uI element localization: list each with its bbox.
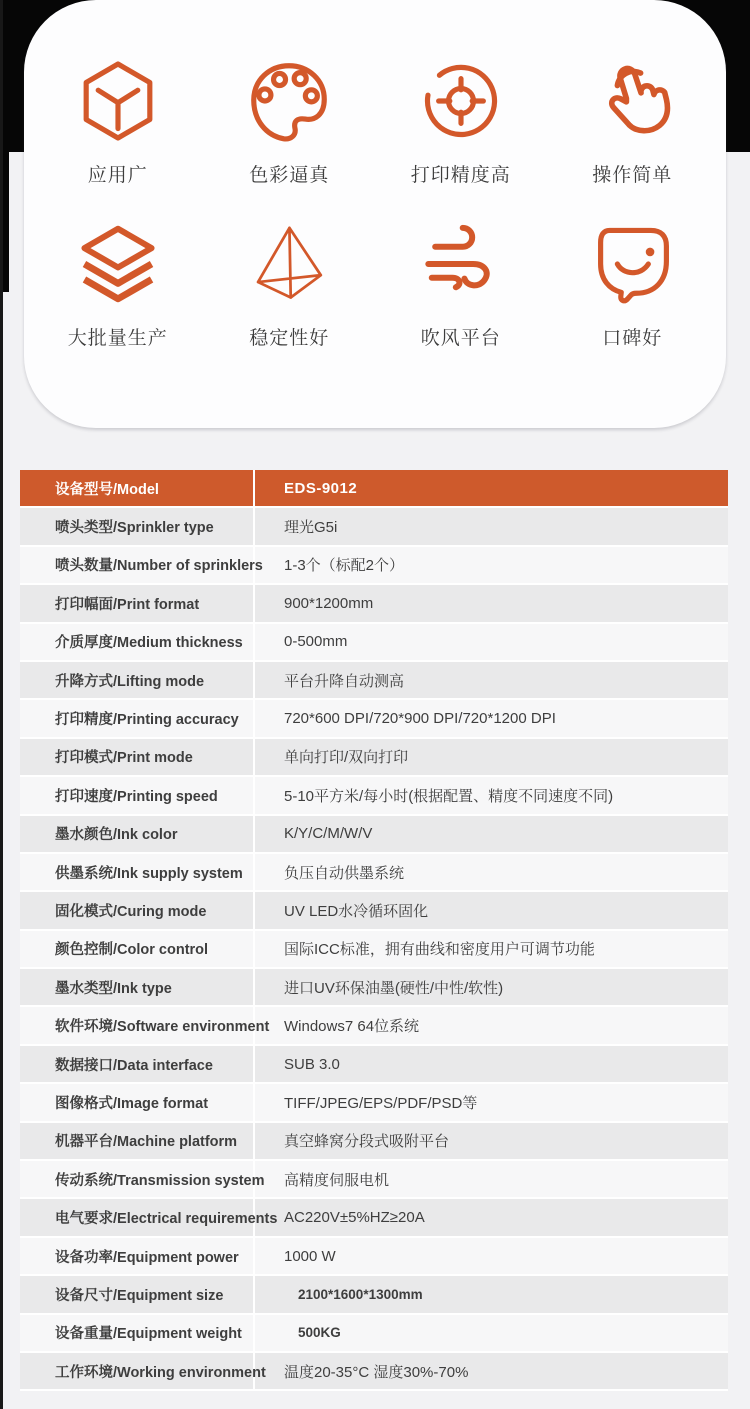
spec-row-label: 供墨系统/Ink supply system: [20, 854, 255, 890]
spec-row-value: Windows7 64位系统: [284, 1018, 420, 1036]
spec-row-value: 平台升降自动测高: [284, 672, 405, 690]
spec-row-value: UV LED水冷循环固化: [284, 902, 429, 920]
feature-cell: [32, 58, 204, 187]
spec-row-label: 设备重量/Equipment weight: [20, 1315, 255, 1351]
table-row: [20, 816, 728, 854]
spec-row-label: 图像格式/Image format: [20, 1084, 255, 1120]
feature-label: 操作简单: [592, 165, 673, 186]
left-edge-line: [0, 0, 3, 1409]
feature-label: 应用广: [87, 165, 148, 186]
spec-row-label: 软件环境/Software environment: [20, 1007, 255, 1043]
spec-row-value: 温度20-35°C 湿度30%-70%: [284, 1363, 469, 1381]
spec-header-label: 设备型号/Model: [20, 470, 255, 506]
table-row: [20, 1315, 728, 1353]
table-row: [20, 662, 728, 700]
feature-cell: [204, 221, 376, 350]
feature-card: [24, 0, 726, 428]
table-row: [20, 892, 728, 930]
table-row: [20, 777, 728, 815]
table-row: [20, 624, 728, 662]
spec-row-value: K/Y/C/M/W/V: [284, 825, 373, 843]
spec-row-value: 900*1200mm: [284, 594, 374, 612]
feature-cell: [547, 221, 719, 350]
target-icon: [418, 58, 504, 144]
spec-header-row: [20, 470, 728, 508]
feature-label: 稳定性好: [249, 328, 330, 349]
spec-row-label: 机器平台/Machine platform: [20, 1123, 255, 1159]
table-row: [20, 1084, 728, 1122]
table-row: [20, 1123, 728, 1161]
spec-row-label: 介质厚度/Medium thickness: [20, 624, 255, 660]
table-row: [20, 508, 728, 546]
table-row: [20, 1276, 728, 1314]
feature-cell: [32, 221, 204, 350]
spec-row-label: 设备功率/Equipment power: [20, 1238, 255, 1274]
table-row: [20, 854, 728, 892]
spec-row-value: 理光G5i: [284, 519, 338, 537]
table-row: [20, 969, 728, 1007]
spec-row-value: 进口UV环保油墨(硬性/中性/软性): [284, 979, 504, 997]
spec-row-label: 打印模式/Print mode: [20, 739, 255, 775]
table-row: [20, 1353, 728, 1391]
table-row: [20, 739, 728, 777]
spec-row-value: 2100*1600*1300mm: [298, 1286, 423, 1302]
wind-icon: [418, 221, 504, 307]
spec-row-value: TIFF/JPEG/EPS/PDF/PSD等: [284, 1094, 478, 1112]
spec-row-label: 传动系统/Transmission system: [20, 1161, 255, 1197]
table-row: [20, 1161, 728, 1199]
spec-table-body: [20, 508, 728, 1391]
spec-header-value: EDS-9012: [284, 479, 358, 497]
table-row: [20, 585, 728, 623]
spec-row-label: 打印幅面/Print format: [20, 585, 255, 621]
features-grid: [24, 0, 726, 350]
spec-row-label: 打印精度/Printing accuracy: [20, 700, 255, 736]
feature-cell: [375, 58, 547, 187]
spec-row-label: 墨水颜色/Ink color: [20, 816, 255, 852]
table-row: [20, 931, 728, 969]
spec-row-label: 喷头类型/Sprinkler type: [20, 508, 255, 544]
table-row: [20, 1007, 728, 1045]
spec-row-label: 固化模式/Curing mode: [20, 892, 255, 928]
layers-icon: [75, 221, 161, 307]
spec-row-label: 颜色控制/Color control: [20, 931, 255, 967]
tap-hand-icon: [589, 58, 675, 144]
spec-row-value: 高精度伺服电机: [284, 1171, 390, 1189]
spec-row-label: 设备尺寸/Equipment size: [20, 1276, 255, 1312]
spec-table: [20, 470, 728, 1391]
spec-row-value: 1-3个（标配2个）: [284, 557, 405, 575]
spec-row-value: 5-10平方米/每小时(根据配置、精度不同速度不同): [284, 787, 614, 805]
feature-label: 打印精度高: [410, 165, 511, 186]
spec-row-label: 电气要求/Electrical requirements: [20, 1199, 255, 1235]
spec-row-label: 数据接口/Data interface: [20, 1046, 255, 1082]
spec-row-value: 720*600 DPI/720*900 DPI/720*1200 DPI: [284, 710, 556, 728]
smile-mask-icon: [589, 221, 675, 307]
spec-row-value: 国际ICC标准，拥有曲线和密度用户可调节功能: [284, 941, 595, 959]
spec-row-label: 喷头数量/Number of sprinklers: [20, 547, 255, 583]
spec-row-label: 墨水类型/Ink type: [20, 969, 255, 1005]
feature-cell: [204, 58, 376, 187]
feature-label: 色彩逼真: [249, 165, 330, 186]
spec-row-value: AC220V±5%HZ≥20A: [284, 1209, 425, 1227]
feature-cell: [375, 221, 547, 350]
table-row: [20, 1046, 728, 1084]
table-row: [20, 1238, 728, 1276]
cube-icon: [75, 58, 161, 144]
spec-row-label: 打印速度/Printing speed: [20, 777, 255, 813]
spec-row-value: 负压自动供墨系统: [284, 864, 405, 882]
spec-row-value: 真空蜂窝分段式吸附平台: [284, 1133, 450, 1151]
palette-icon: [246, 58, 332, 144]
spec-row-value: 单向打印/双向打印: [284, 749, 409, 767]
feature-label: 吹风平台: [420, 328, 501, 349]
spec-row-value: SUB 3.0: [284, 1055, 340, 1073]
spec-row-label: 工作环境/Working environment: [20, 1353, 255, 1389]
pyramid-icon: [246, 221, 332, 307]
feature-label: 口碑好: [602, 328, 663, 349]
table-row: [20, 547, 728, 585]
feature-label: 大批量生产: [67, 328, 168, 349]
feature-cell: [547, 58, 719, 187]
spec-row-label: 升降方式/Lifting mode: [20, 662, 255, 698]
spec-row-value: 0-500mm: [284, 633, 348, 651]
spec-row-value: 500KG: [298, 1325, 341, 1341]
table-row: [20, 700, 728, 738]
spec-row-value: 1000 W: [284, 1247, 336, 1265]
table-row: [20, 1199, 728, 1237]
